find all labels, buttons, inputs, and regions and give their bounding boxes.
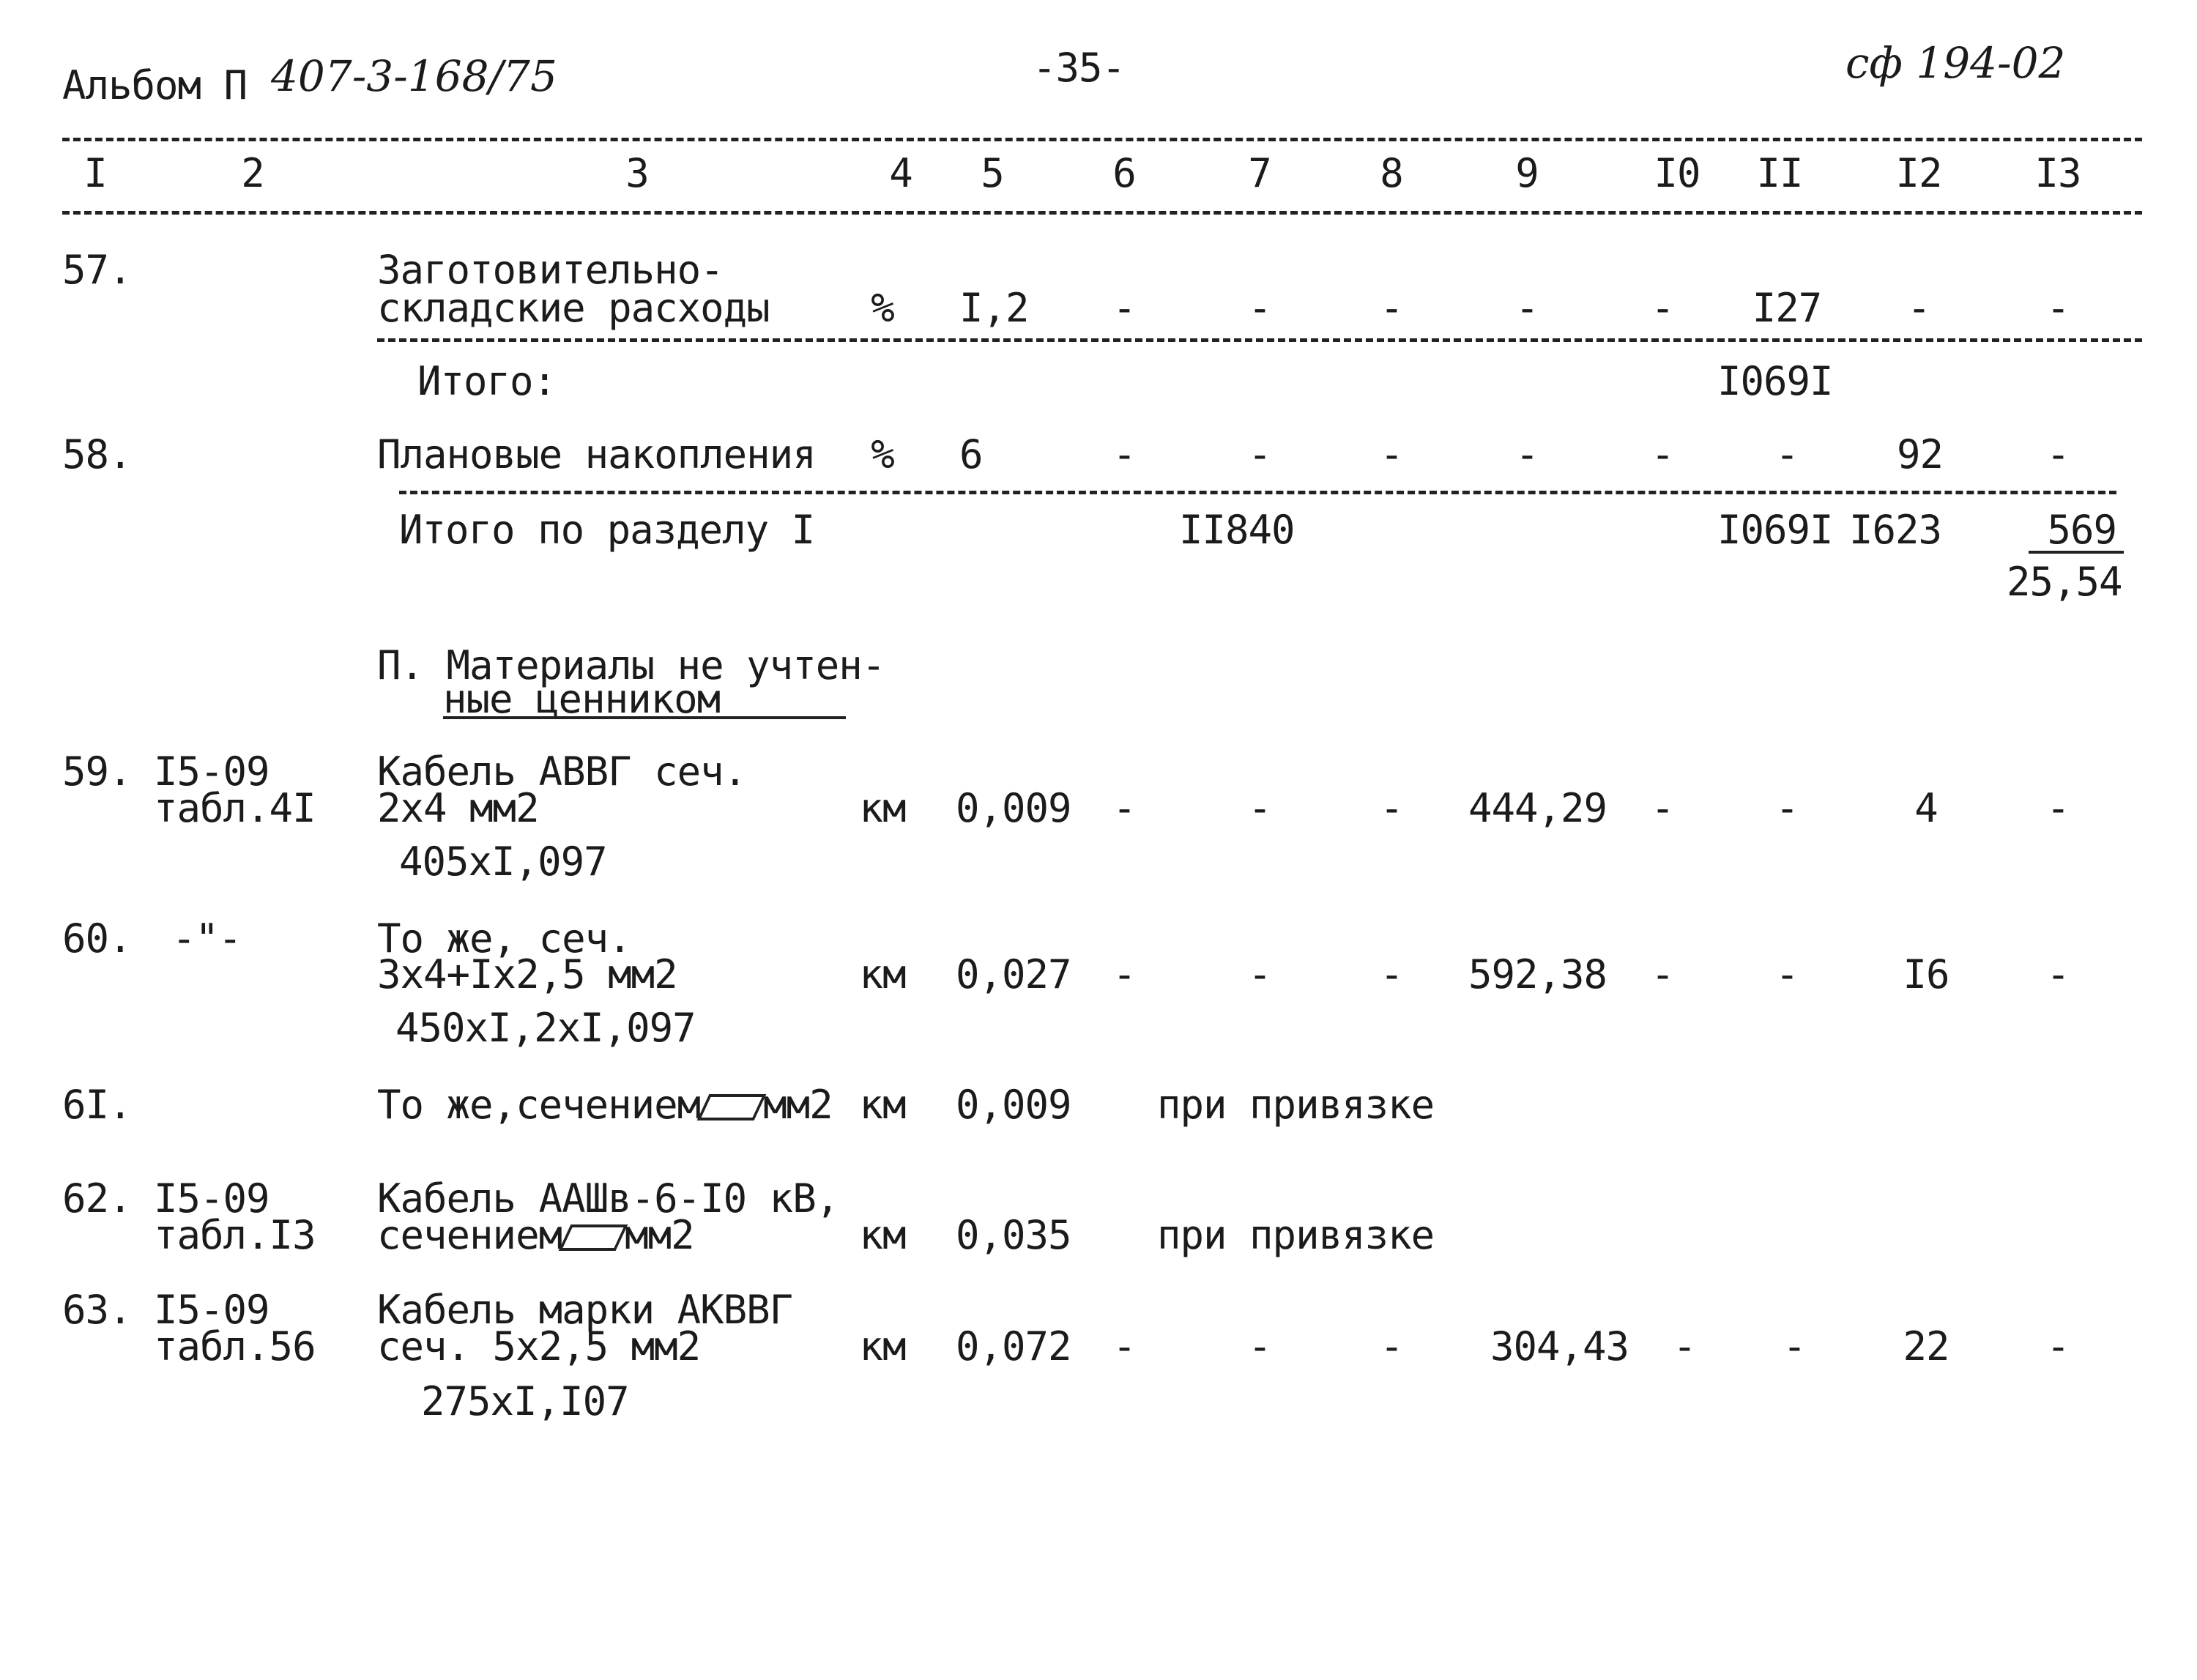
col-header-1: I — [83, 150, 107, 196]
unit: км — [859, 1323, 906, 1369]
col10-value: - — [1651, 285, 1674, 331]
col11-value: - — [1775, 951, 1799, 997]
fraction-bar — [2029, 551, 2124, 554]
col7-value: - — [1248, 785, 1271, 831]
unit: км — [859, 1212, 906, 1258]
col-header-6: 6 — [1112, 150, 1136, 196]
col13-value: - — [2046, 951, 2070, 997]
subtotal-col11: I069I — [1717, 358, 1833, 404]
col-header-5: 5 — [981, 150, 1004, 196]
item-description-line2: 2х4 мм2 — [377, 785, 539, 831]
col11-value: - — [1782, 1323, 1806, 1369]
item-description — [377, 1084, 833, 1126]
row-number: 6I. — [62, 1082, 132, 1128]
section-total-col12: I623 — [1849, 507, 1942, 553]
quantity: 0,035 — [956, 1212, 1071, 1258]
item-description-line2: сеч. 5х2,5 мм2 — [377, 1323, 701, 1369]
col6-value: - — [1112, 785, 1136, 831]
reference-line1: I5-09 — [154, 1175, 269, 1222]
reference-line2: табл.56 — [154, 1323, 316, 1369]
col-header-9: 9 — [1515, 150, 1539, 196]
price-calculation: 405хI,097 — [399, 839, 607, 885]
col13-value: - — [2046, 431, 2070, 477]
section-total-col13-denominator: 25,54 — [2007, 559, 2122, 605]
col8-value: - — [1380, 431, 1403, 477]
blank-size-box — [697, 1094, 767, 1120]
row-number: 62. — [62, 1175, 132, 1222]
col7-value: - — [1248, 1323, 1271, 1369]
item-description-line1: То же, сеч. — [377, 915, 631, 962]
col-header-11: II — [1756, 150, 1803, 196]
col12-value: 92 — [1897, 431, 1944, 477]
col-header-8: 8 — [1380, 150, 1403, 196]
col-header-12: I2 — [1895, 150, 1942, 196]
quantity: 0,009 — [956, 1082, 1071, 1128]
quantity: 6 — [959, 431, 983, 477]
item-description-line1: Кабель АВВГ сеч. — [377, 748, 747, 795]
item-description-line1: Заготовительно- — [377, 247, 724, 293]
quantity: 0,072 — [956, 1323, 1071, 1369]
section-total-col7: II840 — [1179, 507, 1295, 553]
description-suffix: мм2 — [763, 1082, 833, 1128]
col-header-3: 3 — [625, 150, 649, 196]
section-title-underline — [443, 716, 846, 719]
item-description-line1: Кабель марки АКВВГ — [377, 1287, 793, 1333]
reference-line1: I5-09 — [154, 748, 269, 795]
col7-value: - — [1248, 951, 1271, 997]
col13-value: - — [2046, 785, 2070, 831]
row-number: 59. — [62, 748, 132, 795]
row-rule — [399, 491, 2116, 494]
subtotal-label: Итого: — [417, 358, 557, 404]
quantity: 0,009 — [956, 785, 1071, 831]
col12-value: - — [1907, 285, 1930, 331]
col8-value: - — [1380, 951, 1403, 997]
col6-value: - — [1112, 1323, 1136, 1369]
col-header-7: 7 — [1248, 150, 1271, 196]
unit: км — [859, 951, 906, 997]
col12-value: 22 — [1903, 1323, 1949, 1369]
col6-value: - — [1112, 951, 1136, 997]
col10-value: - — [1651, 951, 1674, 997]
col-header-4: 4 — [889, 150, 912, 196]
col9-value: 304,43 — [1490, 1323, 1629, 1369]
row-number: 57. — [62, 247, 132, 293]
unit: км — [859, 785, 906, 831]
col-header-10: I0 — [1654, 150, 1700, 196]
col7-value: - — [1248, 431, 1271, 477]
section-total-label: Итого по разделу I — [399, 507, 815, 553]
col11-value: - — [1775, 431, 1799, 477]
col8-value: - — [1380, 785, 1403, 831]
item-description-line1: Кабель ААШв-6-I0 кВ, — [377, 1175, 839, 1222]
unit: % — [871, 285, 894, 331]
col10-value: - — [1673, 1323, 1696, 1369]
col13-value: - — [2046, 285, 2070, 331]
section-total-col13-numerator: 569 — [2047, 507, 2116, 553]
reference-ditto: -"- — [172, 915, 242, 962]
header-rule-top — [62, 138, 2142, 141]
col11-value: - — [1775, 785, 1799, 831]
description-prefix: сечением — [377, 1212, 562, 1258]
blank-size-box — [559, 1224, 628, 1251]
col8-value: - — [1380, 285, 1403, 331]
description-suffix: мм2 — [625, 1212, 694, 1258]
quantity: 0,027 — [956, 951, 1071, 997]
item-description-line2: 3х4+Iх2,5 мм2 — [377, 951, 677, 997]
section-title-line2: ные ценником — [443, 676, 721, 722]
col10-value: - — [1651, 785, 1674, 831]
section-total-col11: I069I — [1717, 507, 1833, 553]
unit: км — [859, 1082, 906, 1128]
col13-value: - — [2046, 1323, 2070, 1369]
col12-value: I6 — [1903, 951, 1949, 997]
item-description-line2 — [377, 1214, 694, 1257]
header-rule-bottom — [62, 211, 2142, 215]
col9-value: - — [1515, 285, 1539, 331]
row-number: 63. — [62, 1287, 132, 1333]
sheet-code: сф 194-02 — [1845, 38, 2066, 88]
binding-note: при привязке — [1157, 1082, 1435, 1128]
col12-value: 4 — [1914, 785, 1938, 831]
page-number: -35- — [1033, 45, 1126, 91]
item-description: Плановые накопления — [377, 431, 816, 477]
col6-value: - — [1112, 285, 1136, 331]
unit: % — [871, 431, 894, 477]
col6-value: - — [1112, 431, 1136, 477]
col9-value: 592,38 — [1468, 951, 1607, 997]
col-header-13: I3 — [2034, 150, 2081, 196]
col9-value: 444,29 — [1468, 785, 1607, 831]
reference-line2: табл.4I — [154, 785, 316, 831]
row-number: 60. — [62, 915, 132, 962]
reference-line1: I5-09 — [154, 1287, 269, 1333]
col-header-2: 2 — [241, 150, 264, 196]
section-title-line1: П. Материалы не учтен- — [377, 642, 885, 688]
description-prefix: То же,сечением — [377, 1082, 701, 1128]
col10-value: - — [1651, 431, 1674, 477]
reference-line2: табл.I3 — [154, 1212, 316, 1258]
col9-value: - — [1515, 431, 1539, 477]
quantity: I,2 — [959, 285, 1029, 331]
binding-note: при привязке — [1157, 1212, 1435, 1258]
price-calculation: 450хI,2хI,097 — [395, 1005, 696, 1051]
col8-value: - — [1380, 1323, 1403, 1369]
col7-value: - — [1248, 285, 1271, 331]
album-number: 407-3-168/75 — [271, 51, 557, 101]
col11-value: I27 — [1752, 285, 1822, 331]
item-description-line2: складские расходы — [377, 285, 770, 331]
album-label: Альбом П — [62, 62, 248, 108]
price-calculation: 275хI,I07 — [421, 1378, 629, 1424]
row-number: 58. — [62, 431, 132, 477]
row-rule — [377, 338, 2142, 342]
